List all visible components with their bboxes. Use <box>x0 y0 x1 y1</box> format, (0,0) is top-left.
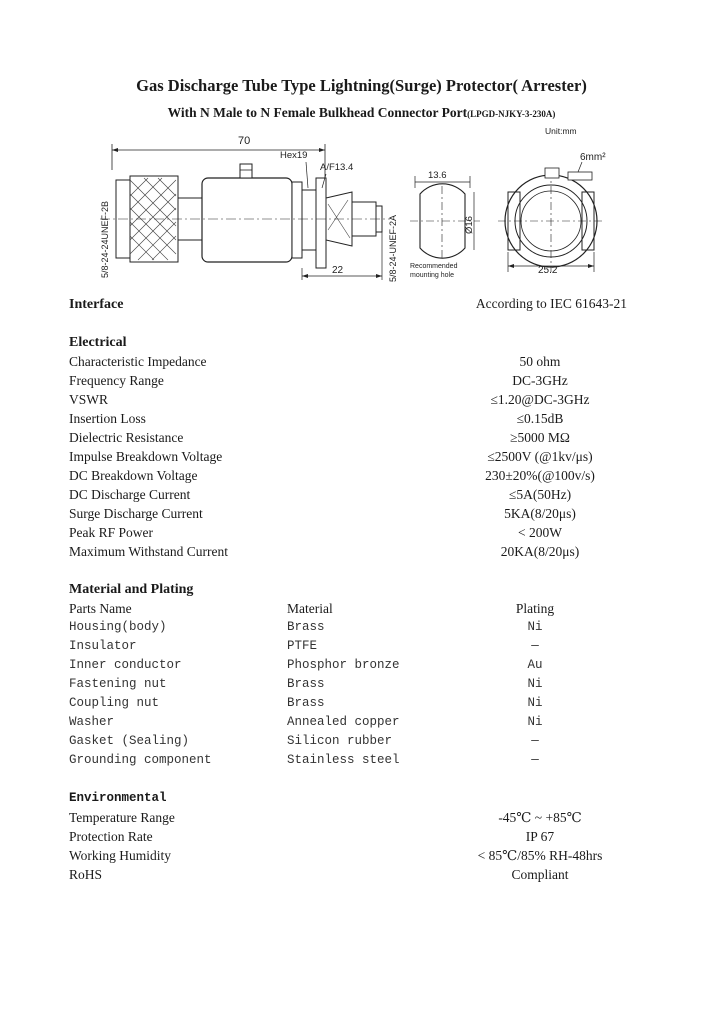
part-material: Brass <box>287 620 325 634</box>
part-plating: — <box>531 639 539 653</box>
env-param-name: Protection Rate <box>69 829 153 844</box>
electrical-param-value: ≤0.15dB <box>516 411 564 426</box>
part-material: Phosphor bronze <box>287 658 400 672</box>
hole-note-1: Recommended <box>410 263 458 270</box>
thread-right-label: 5/8-24-UNEF-2A <box>388 214 398 282</box>
part-material: Brass <box>287 696 325 710</box>
ground-screw <box>240 164 252 178</box>
electrical-param-value: < 200W <box>518 525 562 540</box>
electrical-heading: Electrical <box>69 335 127 350</box>
electrical-param-name: Frequency Range <box>69 373 164 388</box>
electrical-param-name: Dielectric Resistance <box>69 430 184 445</box>
col-part-header: Parts Name <box>69 601 132 616</box>
electrical-param-value: 5KA(8/20μs) <box>504 506 576 521</box>
env-param-name: Working Humidity <box>69 848 172 863</box>
electrical-param-name: VSWR <box>69 392 109 407</box>
electrical-param-name: DC Breakdown Voltage <box>69 468 198 483</box>
part-name: Gasket (Sealing) <box>69 734 190 748</box>
part-name: Coupling nut <box>69 696 160 710</box>
hex-label: Hex19 <box>280 150 308 161</box>
dim-22: 22 <box>332 265 344 276</box>
part-name: Housing(body) <box>69 620 167 634</box>
electrical-param-value: ≥5000 MΩ <box>510 430 570 445</box>
part-plating: Ni <box>527 620 543 634</box>
part-plating: Ni <box>527 715 543 729</box>
dim-length-70: 70 <box>238 135 251 147</box>
env-param-value: < 85℃/85% RH-48hrs <box>477 848 603 863</box>
ground-area-label: 6mm² <box>580 152 606 163</box>
part-material: Silicon rubber <box>287 734 393 748</box>
part-name: Grounding component <box>69 753 212 767</box>
environmental-heading: Environmental <box>69 791 167 805</box>
connector-drawing <box>90 120 630 290</box>
electrical-param-value: ≤2500V (@1kv/μs) <box>487 449 593 464</box>
electrical-param-value: ≤5A(50Hz) <box>508 487 572 502</box>
part-plating: Ni <box>527 696 543 710</box>
env-param-value: Compliant <box>511 867 569 882</box>
electrical-param-name: Impulse Breakdown Voltage <box>69 449 223 464</box>
dim-16: Ø16 <box>464 216 475 234</box>
part-name: Inner conductor <box>69 658 182 672</box>
electrical-param-value: 50 ohm <box>519 354 561 369</box>
document-title: Gas Discharge Tube Type Lightning(Surge) Protector( Arrester) <box>136 76 587 95</box>
part-material: Annealed copper <box>287 715 400 729</box>
subtitle-main: With N Male to N Female Bulkhead Connector Port <box>167 105 468 120</box>
dim-25-2: 25.2 <box>538 265 558 276</box>
part-plating: — <box>531 753 539 767</box>
env-param-name: Temperature Range <box>69 810 175 825</box>
electrical-param-name: Maximum Withstand Current <box>69 544 228 559</box>
electrical-param-value: ≤1.20@DC-3GHz <box>490 392 590 407</box>
af-label: A/F13.4 <box>320 162 354 173</box>
part-name: Washer <box>69 715 115 729</box>
part-plating: Au <box>527 658 543 672</box>
part-material: Stainless steel <box>287 753 400 767</box>
interface-value: According to IEC 61643-21 <box>475 296 627 311</box>
thread-left-label: 5/8-24-24UNEF-2B <box>100 200 110 278</box>
env-param-value: IP 67 <box>525 829 555 844</box>
part-name: Insulator <box>69 639 137 653</box>
part-plating: Ni <box>527 677 543 691</box>
electrical-param-name: Peak RF Power <box>69 525 153 540</box>
electrical-param-value: 230±20%(@100v/s) <box>485 468 595 483</box>
electrical-param-name: Insertion Loss <box>69 411 146 426</box>
electrical-param-name: Characteristic Impedance <box>69 354 207 369</box>
env-param-value: -45℃ ~ +85℃ <box>498 810 582 825</box>
dim-13-6: 13.6 <box>428 170 447 181</box>
electrical-param-name: DC Discharge Current <box>69 487 191 502</box>
electrical-param-name: Surge Discharge Current <box>69 506 203 521</box>
hole-note-2: mounting hole <box>410 272 454 279</box>
electrical-param-value: DC-3GHz <box>512 373 568 388</box>
interface-label: Interface <box>69 297 124 312</box>
col-material-header: Material <box>287 601 333 616</box>
model-number: (LPGD-NJKY-3-230A) <box>467 109 556 119</box>
part-plating: — <box>531 734 539 748</box>
document-subtitle <box>0 105 723 121</box>
housing-body <box>202 178 292 262</box>
part-material: Brass <box>287 677 325 691</box>
unit-label: Unit:mm <box>545 126 577 136</box>
material-heading: Material and Plating <box>69 582 194 597</box>
part-material: PTFE <box>287 639 318 653</box>
electrical-param-value: 20KA(8/20μs) <box>500 544 580 559</box>
env-param-name: RoHS <box>69 867 103 882</box>
part-name: Fastening nut <box>69 677 167 691</box>
col-plating-header: Plating <box>515 601 555 616</box>
